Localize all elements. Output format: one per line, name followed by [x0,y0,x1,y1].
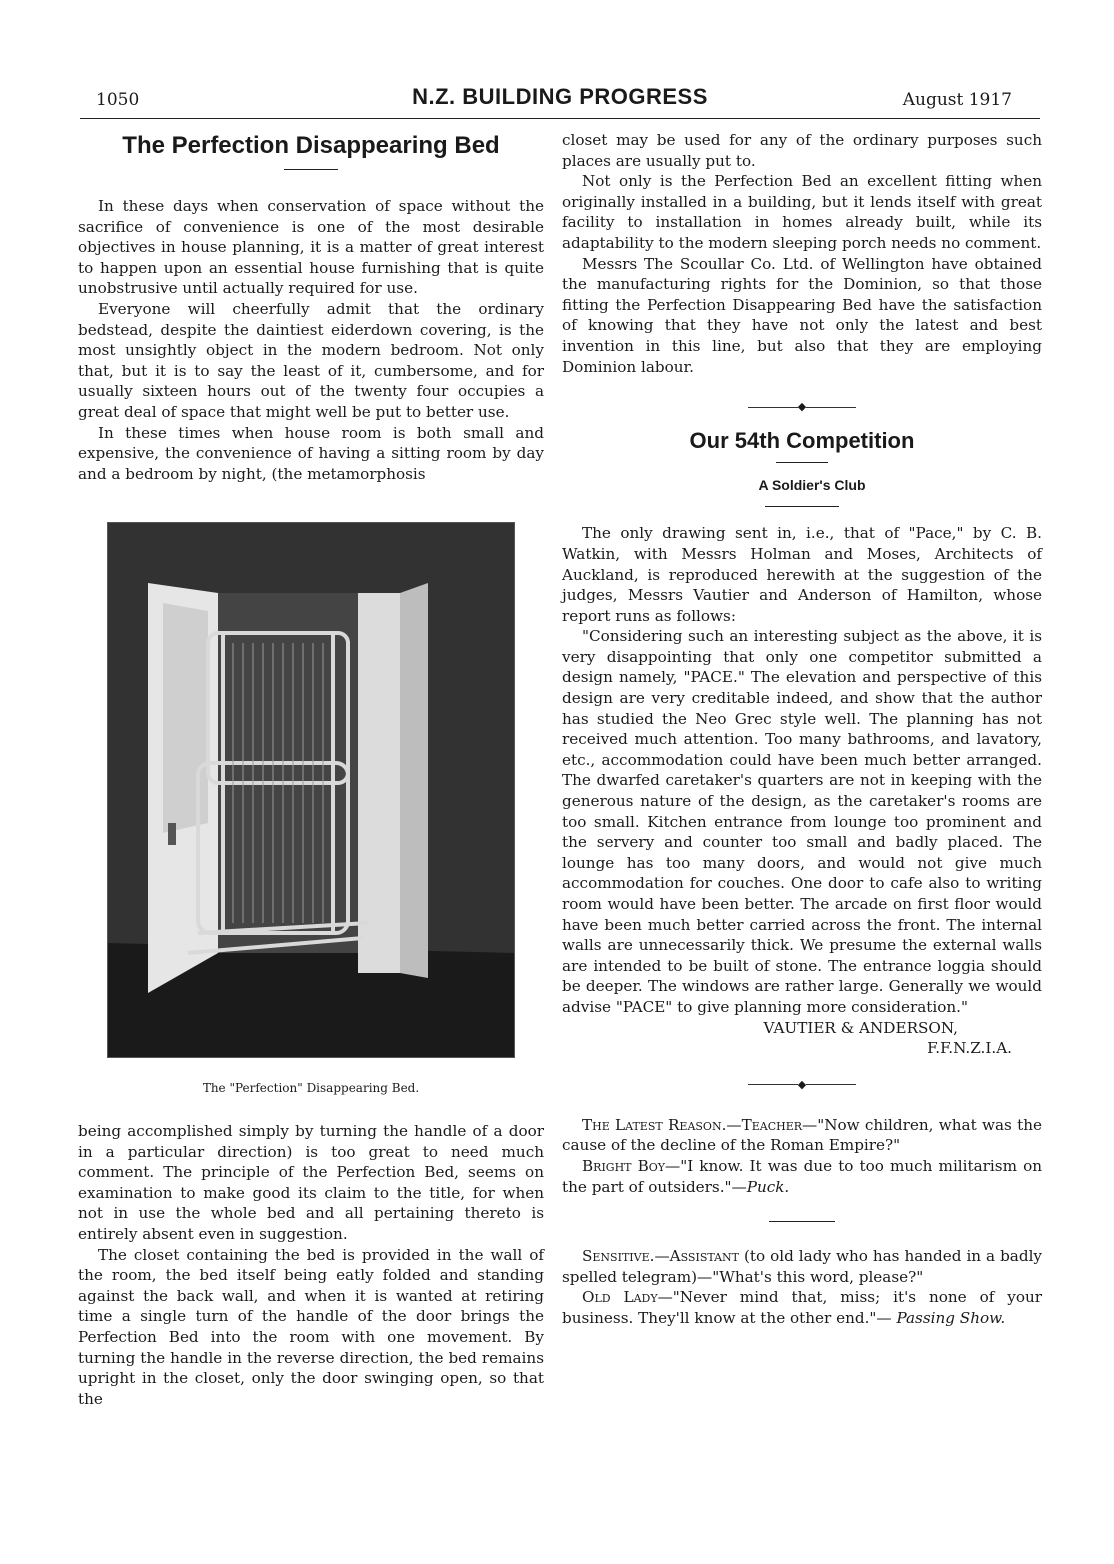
ornament-diamond: ◆ [797,1077,807,1091]
speaker-text: "Never mind that, miss; it's none of your business. They'll know at the other end."— [562,1288,1043,1327]
title-rule [776,462,828,464]
disappearing-bed-photo [107,522,515,1058]
competition-subtitle: A Soldier's Club [758,477,866,494]
judges-title: F.F.N.Z.I.A. [927,1039,1012,1058]
competition-intro: The only drawing sent in, i.e., that of "Pace," by C. B. Watkin, with Messrs Holman and Moses, Architects of Auckland, is reproduced herewith at the suggestion of the judges, Messrs Vautier and Anderson of Hamilton, whose report runs as follows: [562,524,1042,625]
anecdote-source: Puck. [746,1177,790,1196]
speaker-label: Bright Boy [582,1156,666,1175]
bed-paragraph: In these times when house room is both small and expensive, the convenience of having a sitting room by day and a bedroom by night, (the metamorphosis [78,423,544,483]
judges-report: "Considering such an interesting subject as the above, it is very disappointing that only one competitor submitted a design namely, "PACE." The elevation and perspective of this design are very creditable indeed, and show that the author has studied the Neo Grec style well. The planning has not received much attention. Too many bathrooms, and lavatory, etc., accommodation could have been much better arranged. The dwarfed caretaker's quarters are not in keeping with the generous nature of the design, as the caretaker's rooms are too small. Kitchen entrance from lounge too prominent and the servery and counter too small and badly placed. The lounge has too many doors, and would not give much accommodation for couches. One door to cafe also to writing room would have been better. The arcade on first floor would have been much better carried across the front. The internal walls are unnecessarily thick. We presume the external walls are intended to be built of stone. The entrance loggia should be deeper. The windows are rather large. Generally we would advise "PACE" to give planning more consideration." [562,627,1042,1016]
bed-illustration [108,523,514,1057]
anecdote-source: Passing Show. [896,1308,1006,1327]
page-number: 1050 [96,90,140,110]
left-column [78,130,544,1409]
bed-paragraph: In these days when conservation of space without the sacrifice of convenience is one of the most desirable objectives in house planning, it is a matter of great interest to happen upon an essential house furnishing that is quite unobstrusive until actually required for use. [78,197,544,298]
speaker-text: "I know. It was due to too much militarism on the part of outsiders." [562,1156,1042,1196]
bed-paragraph: Messrs The Scoullar Co. Ltd. of Wellington have obtained the manufacturing rights for the Dominion, so that those fitting the Perfection Disappearing Bed have the satisfaction of knowing that they have not only the latest and best invention in this line, but also that they are employing Dominion labour. [562,254,1042,376]
speaker-label: Teacher [741,1115,803,1134]
subtitle-rule [765,506,839,508]
judges-signature: VAUTIER & ANDERSON, [763,1018,958,1037]
bed-paragraph: Everyone will cheerfully admit that the ordinary bedstead, despite the daintiest eiderdown covering, is the most unsightly object in the modern bedroom. Not only that, but it is to say the least of it, cumbersome, and for usually sixteen hours out of the twenty four occupies a great deal of space that might well be put to better use. [78,300,544,422]
title-rule [284,169,338,171]
bed-paragraph: closet may be used for any of the ordinary purposes such places are usually put to. [562,131,1042,170]
running-head [80,84,1040,119]
journal-title: N.Z. BUILDING PROGRESS [412,84,708,109]
anecdote-reply: Old Lady—"Never mind that, miss; it's none of your business. They'll know at the other end."— Passing Show. [562,1288,1043,1327]
competition-title: Our 54th Competition [689,428,915,454]
bed-paragraph: Not only is the Perfection Bed an excellent fitting when originally installed in a building, but it lends itself with great facility to installation in homes already built, while its adaptability to the modern sleeping porch needs no comment. [562,172,1042,252]
anecdote-heading: The Latest Reason. [582,1115,727,1134]
issue-date: August 1917 [902,90,1012,110]
ornament-diamond: ◆ [797,400,807,414]
anecdote-latest-reason: The Latest Reason.—Teacher—"Now children, what was the cause of the decline of the Roman Empire?" [562,1115,1042,1155]
bed-paragraph: being accomplished simply by turning the handle of a door in a particular direction) is too great to need much comment. The principle of the Perfection Bed, seems on examination to make good its claim to the title, for when not in use the whole bed and all pertaining thereto is entirely absent even in suggestion. [78,1122,544,1243]
section-ornament [562,401,1042,413]
right-column [562,130,1042,1329]
speaker-text: "Now children, what was the cause of the decline of the Roman Empire?" [562,1115,1042,1155]
speaker-label: Old Lady [582,1288,658,1307]
anecdote-reply: Bright Boy—"I know. It was due to too much militarism on the part of outsiders."—Puck. [562,1156,1042,1196]
bed-article-title: The Perfection Disappearing Bed [122,132,500,159]
anecdote-rule [769,1221,835,1222]
figure-caption: The "Perfection" Disappearing Bed. [202,1081,420,1096]
speaker-label: Assistant [669,1247,739,1266]
speaker-text: (to old lady who has handed in a badly spelled telegram)—"What's this word, please?" [562,1247,1043,1286]
anecdote-sensitive: Sensitive.—Assistant (to old lady who has handed in a badly spelled telegram)—"What's this word, please?" [562,1247,1043,1286]
section-ornament [562,1079,1042,1091]
bed-paragraph: The closet containing the bed is provided in the wall of the room, the bed itself being eatly folded and standing against the back wall, and when it is wanted at retiring time a single turn of the handle of the door brings the Perfection Bed into the room with one movement. By turning the handle in the reverse direction, the bed remains upright in the closet, only the door swinging open, so that the [78,1245,544,1408]
anecdote-heading: Sensitive. [582,1247,655,1266]
